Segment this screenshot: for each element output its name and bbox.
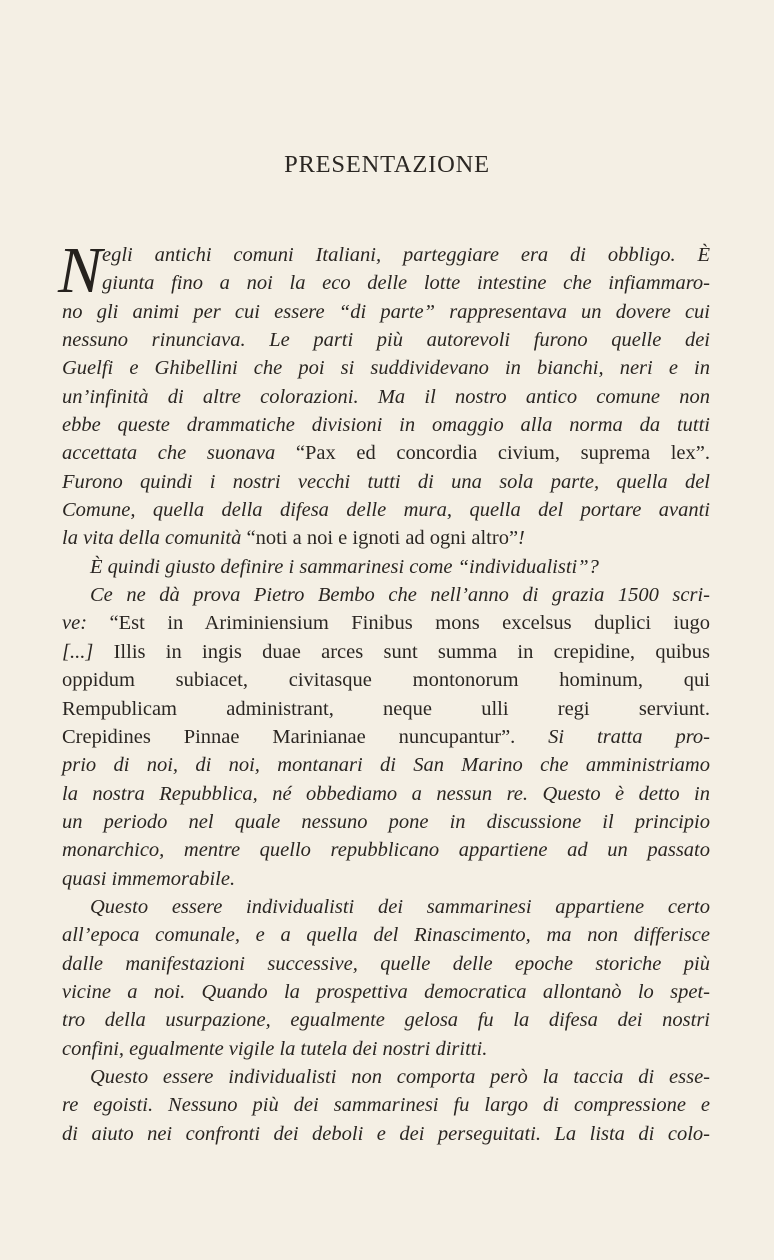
text-line — [62, 241, 710, 269]
text-segment: accettata che suonava — [62, 442, 296, 465]
text-line — [62, 524, 710, 552]
text-segment: Illis in ingis duae arces sunt summa in crepidine, quibus — [113, 640, 710, 663]
text-line — [62, 950, 710, 978]
text-line — [62, 439, 710, 467]
text-line — [62, 581, 710, 609]
text-line — [62, 1063, 710, 1091]
text-segment: “noti a noi e ignoti ad ogni altro” — [246, 527, 519, 550]
text-segment: “Est in Ariminiensium Finibus mons excelsus duplici iugo — [109, 612, 711, 635]
text-segment: tro della usurpazione, egualmente gelosa fu la difesa dei nostri — [62, 1009, 710, 1032]
text-line — [62, 298, 710, 326]
text-segment: no gli animi per cui essere “di parte” rappresentava un dovere cui — [62, 300, 710, 323]
text-line — [62, 1091, 710, 1119]
text-line — [62, 780, 710, 808]
text-segment: Questo essere individualisti non comporta però la taccia di esse- — [90, 1065, 710, 1088]
text-line — [62, 695, 710, 723]
text-line — [62, 836, 710, 864]
text-segment: ! — [518, 527, 525, 550]
text-segment: monarchico, mentre quello repubblicano appartiene ad un passato — [62, 839, 710, 862]
text-line — [62, 638, 710, 666]
text-segment: Furono quindi i nostri vecchi tutti di una sola parte, quella del — [62, 470, 710, 493]
text-segment: egli antichi comuni Italiani, parteggiare era di obbligo. È — [102, 244, 710, 266]
text-segment: confini, egualmente vigile la tutela dei nostri diritti. — [62, 1037, 488, 1060]
text-segment: la vita della comunità — [62, 527, 247, 550]
text-line — [62, 666, 710, 694]
text-segment: giunta fino a noi la eco delle lotte intestine che infiammaro- — [102, 272, 710, 295]
text-segment: Ce ne dà prova Pietro Bembo che nell’anno di grazia 1500 scri- — [90, 584, 710, 607]
text-line — [62, 751, 710, 779]
page-body-text — [58, 234, 711, 1148]
text-segment: ebbe queste drammatiche divisioni in omaggio alla norma da tutti — [62, 414, 710, 437]
text-line — [62, 1035, 710, 1063]
text-segment: un periodo nel quale nessuno pone in discussione il principio — [62, 810, 710, 833]
text-segment: È quindi giusto definire i sammarinesi come “individualisti”? — [90, 555, 599, 578]
text-line — [62, 269, 710, 297]
text-segment: all’epoca comunale, e a quella del Rinascimento, ma non differisce — [62, 924, 710, 947]
text-segment: vicine a noi. Quando la prospettiva democratica allontanò lo spet- — [62, 980, 710, 1003]
text-segment: prio di noi, di noi, montanari di San Marino che amministriamo — [62, 754, 710, 777]
text-segment: la nostra Repubblica, né obbediamo a nessun re. Questo è detto in — [62, 782, 710, 805]
text-segment: Comune, quella della difesa delle mura, quella del portare avanti — [62, 499, 710, 522]
text-line — [62, 411, 710, 439]
drop-cap: N — [58, 234, 103, 307]
text-line — [62, 865, 710, 893]
text-segment: dalle manifestazioni successive, quelle delle epoche storiche più — [62, 952, 710, 975]
text-line — [62, 383, 710, 411]
text-line — [62, 326, 710, 354]
text-line — [62, 1006, 710, 1034]
text-line — [62, 808, 710, 836]
text-segment: Rempublicam administrant, neque ulli regi serviunt. — [62, 697, 710, 720]
text-line — [62, 893, 710, 921]
text-line — [62, 978, 710, 1006]
text-segment: quasi immemorabile. — [62, 867, 236, 890]
text-line — [62, 468, 710, 496]
text-line — [62, 921, 710, 949]
text-segment: Guelfi e Ghibellini che poi si suddividevano in bianchi, neri e in — [62, 357, 710, 380]
text-segment: “Pax ed concordia civium, suprema lex”. — [295, 442, 710, 465]
text-segment: un’infinità di altre colorazioni. Ma il nostro antico comune non — [62, 385, 710, 408]
text-segment: nessuno rinunciava. Le parti più autorevoli furono quelle dei — [62, 329, 710, 352]
text-line — [62, 553, 710, 581]
text-line — [62, 1120, 710, 1148]
page-title: PRESENTAZIONE — [284, 151, 490, 178]
text-segment: Crepidines Pinnae Marinianae nuncupantur”. — [62, 725, 549, 748]
text-line — [62, 496, 710, 524]
text-segment: ve: — [62, 612, 110, 635]
text-segment: Si tratta pro- — [548, 725, 710, 748]
text-line — [62, 354, 710, 382]
text-segment: re egoisti. Nessuno più dei sammarinesi fu largo di compressione e — [62, 1094, 710, 1117]
text-segment: [...] — [62, 640, 114, 663]
text-segment: Questo essere individualisti dei sammarinesi appartiene certo — [90, 895, 710, 918]
text-line — [62, 723, 710, 751]
text-segment: oppidum subiacet, civitasque montonorum hominum, qui — [62, 669, 710, 692]
text-segment: di aiuto nei confronti dei deboli e dei perseguitati. La lista di colo- — [62, 1122, 710, 1145]
text-line — [62, 609, 710, 637]
